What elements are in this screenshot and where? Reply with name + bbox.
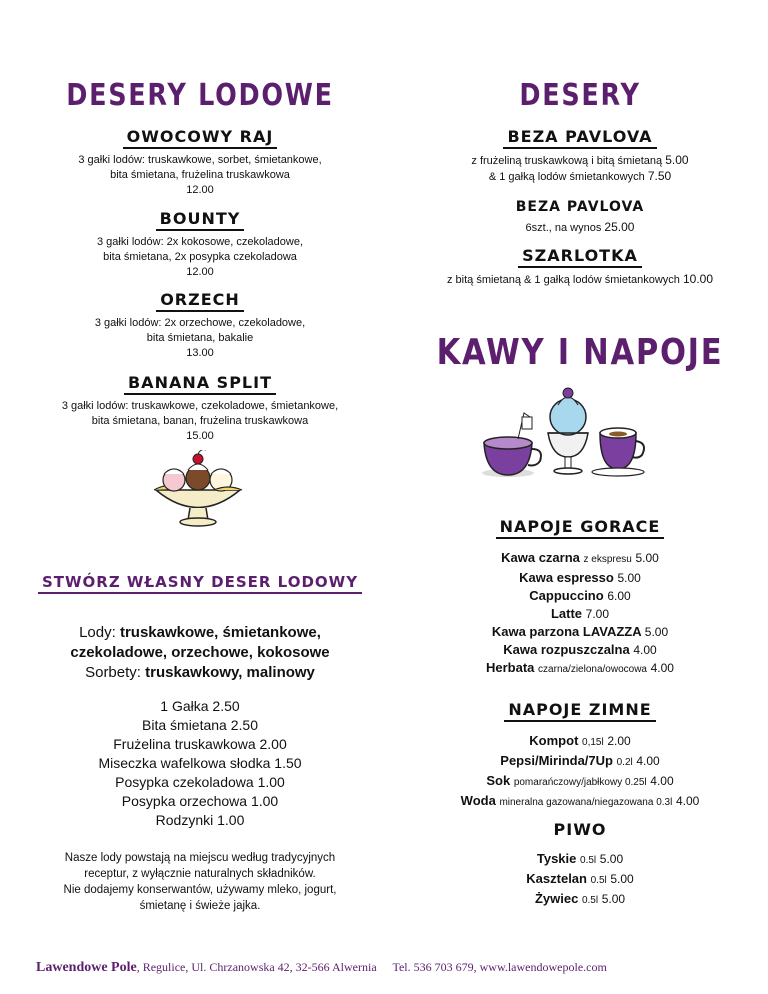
sorbety-line (30, 663, 370, 683)
item-line-2 (400, 169, 760, 185)
item-price: 12.00 (186, 184, 214, 196)
item-desc-2: bita śmietana, bakalie (146, 332, 254, 344)
cold-drinks-title: NAPOJE ZIMNE (504, 700, 655, 722)
beer (400, 820, 760, 910)
extra-item: 1 Gałka 2.50 (160, 698, 240, 714)
lody-label: Lody: (79, 624, 120, 641)
extra-item: Posypka czekoladowa 1.00 (115, 774, 285, 790)
drink-price: 4.00 (636, 754, 660, 768)
drink-price: 7.00 (585, 607, 610, 621)
extra-item: Posypka orzechowa 1.00 (121, 793, 279, 809)
drinks-title-wrap (400, 332, 760, 373)
left-title-wrap (30, 78, 370, 113)
item-desc: & 1 gałką lodów śmietankowych (488, 171, 645, 183)
item-desc: z bitą śmietaną & 1 gałką lodów śmietankowych (446, 274, 680, 286)
drink-note: czarna/zielona/owocowa (538, 664, 647, 675)
note-line: śmietanę i świeże jajka. (139, 900, 261, 912)
note-line: Nasze lody powstają na miejscu według tradycyjnych (64, 852, 336, 864)
cold-drinks (400, 700, 760, 812)
item-price: 10.00 (682, 272, 714, 286)
drink-row (400, 772, 760, 792)
note-line: Nie dodajemy konserwantów, używamy mleko, jogurt, (63, 884, 337, 896)
own-dessert-flavours (30, 623, 370, 683)
sorbety-label: Sorbety: (85, 664, 146, 681)
footer-contact: Tel. 536 703 679, www.lawendowepole.com (392, 960, 607, 974)
extra-item: Miseczka wafelkowa słodka 1.50 (98, 755, 302, 771)
own-dessert-title: STWÓRZ WŁASNY DESER LODOWY (38, 573, 362, 594)
menu-item-szarlotka (400, 246, 760, 288)
item-desc-2: bita śmietana, frużelina truskawkowa (110, 169, 290, 181)
item-name: BEZA PAVLOVA (515, 199, 645, 215)
drink-name: Sok (486, 773, 511, 788)
drink-row (400, 623, 760, 641)
item-desc-2: bita śmietana, banan, frużelina truskawkowa (91, 415, 309, 427)
item-name: BANANA SPLIT (124, 373, 276, 395)
drink-name: Kawa czarna (501, 550, 580, 565)
drink-price: 5.00 (617, 571, 641, 585)
item-price: 5.00 (665, 153, 689, 167)
drink-price: 5.00 (601, 892, 626, 906)
drink-price: 4.00 (675, 794, 700, 808)
section-title-desery: DESERY (519, 78, 641, 113)
menu-item-banana-split (30, 373, 370, 444)
drink-price: 5.00 (635, 551, 659, 565)
drink-name: Pepsi/Mirinda/7Up (500, 753, 613, 768)
item-desc-1: 3 gałki lodów: truskawkowe, sorbet, śmietankowe, (78, 154, 322, 166)
item-name: OWOCOWY RAJ (123, 127, 278, 149)
note-line: receptur, z wyłącznie naturalnych składników. (84, 868, 316, 880)
drink-row (400, 641, 760, 659)
drink-name: Latte (550, 606, 583, 621)
drink-name: Kawa espresso (519, 570, 614, 585)
item-name: SZARLOTKA (518, 246, 642, 268)
drink-row (400, 732, 760, 752)
item-price: 15.00 (186, 430, 214, 442)
drink-price: 4.00 (650, 661, 674, 675)
drink-name: Żywiec (534, 891, 579, 906)
item-desc-2: bita śmietana, 2x posypka czekoladowa (103, 251, 297, 263)
drink-row (400, 587, 760, 605)
item-line-1 (400, 153, 760, 169)
footer-address: , Regulice, Ul. Chrzanowska 42, 32-566 Alwernia (136, 960, 377, 974)
drink-note: 0.2l (616, 757, 633, 768)
drink-row (400, 870, 760, 890)
drink-row (400, 792, 760, 812)
drink-note: 0.5l (590, 875, 607, 886)
drink-name: Kompot (529, 733, 579, 748)
drink-row (400, 659, 760, 679)
lody-line-2 (30, 643, 370, 663)
lody-values-2: czekoladowe, orzechowe, kokosowe (70, 644, 330, 661)
drink-note: 0.5l (581, 895, 599, 906)
drink-note: pomarańczowy/jabłkowy 0.25l (513, 777, 647, 788)
item-desc-1: 3 gałki lodów: truskawkowe, czekoladowe, śmietankowe, (61, 400, 339, 412)
drink-price: 5.00 (610, 872, 634, 886)
extras-list (30, 697, 370, 830)
item-price: 7.50 (647, 169, 672, 183)
drink-note: 0.5l (580, 855, 597, 866)
item-price: 25.00 (604, 220, 635, 234)
item-desc-1: 3 gałki lodów: 2x kokosowe, czekoladowe, (96, 236, 304, 248)
menu-item-beza-pavlova (400, 127, 760, 185)
item-line (400, 272, 760, 288)
drink-row (400, 850, 760, 870)
drink-note: 0,15l (582, 737, 604, 748)
item-name: BOUNTY (156, 209, 245, 231)
footer (36, 960, 607, 976)
footer-name: Lawendowe Pole (36, 960, 137, 975)
item-desc-1: 3 gałki lodów: 2x orzechowe, czekoladowe, (94, 317, 306, 329)
drink-row (400, 752, 760, 772)
item-desc: 6szt., na wynos (525, 222, 602, 234)
lody-line (30, 623, 370, 643)
drink-row (400, 605, 760, 623)
drink-name: Herbata (486, 660, 535, 675)
drink-note: z ekspresu (583, 554, 632, 565)
item-line (400, 220, 760, 236)
own-dessert-title-wrap (30, 573, 370, 594)
drink-price: 5.00 (644, 625, 669, 639)
beer-title: PIWO (553, 820, 607, 839)
hot-drinks (400, 517, 760, 679)
sorbety-values: truskawkowy, malinowy (145, 664, 315, 681)
item-name: BEZA PAVLOVA (503, 127, 656, 149)
lody-values: truskawkowe, śmietankowe, (119, 624, 321, 641)
extra-item: Rodzynki 1.00 (155, 812, 245, 828)
right-title-wrap (410, 78, 750, 113)
drinks-illustration (478, 383, 648, 481)
item-desc: z frużeliną truskawkową i bitą śmietaną (471, 155, 663, 167)
drink-row (400, 569, 760, 587)
menu-item-owocowy-raj (30, 127, 370, 198)
drink-price: 4.00 (650, 774, 674, 788)
drink-name: Kawa rozpuszczalna (503, 642, 630, 657)
drink-price: 4.00 (633, 643, 657, 657)
extra-item: Frużelina truskawkowa 2.00 (113, 736, 287, 752)
menu-item-bounty (30, 209, 370, 280)
drink-price: 2.00 (607, 734, 631, 748)
drink-price: 5.00 (599, 852, 624, 866)
item-name: ORZECH (156, 290, 244, 312)
drink-name: Tyskie (536, 851, 577, 866)
item-price: 12.00 (186, 266, 214, 278)
drink-name: Kasztelan (526, 871, 587, 886)
menu-item-beza-pavlova-takeaway (400, 198, 760, 236)
drink-name: Kawa parzona LAVAZZA (491, 624, 642, 639)
section-title-desery-lodowe: DESERY LODOWE (66, 78, 334, 113)
extra-item: Bita śmietana 2.50 (142, 717, 258, 733)
drink-note: mineralna gazowana/niegazowana 0.3l (499, 797, 673, 808)
drink-price: 6.00 (607, 589, 631, 603)
drink-name: Woda (460, 793, 496, 808)
banana-split-illustration (148, 450, 248, 530)
drink-name: Cappuccino (529, 588, 604, 603)
drink-row (400, 549, 760, 569)
item-price: 13.00 (186, 347, 214, 359)
drink-row (400, 890, 760, 910)
ice-cream-note (30, 850, 370, 914)
hot-drinks-title: NAPOJE GORACE (496, 517, 665, 539)
menu-item-orzech (30, 290, 370, 361)
section-title-kawy-i-napoje: KAWY I NAPOJE (436, 332, 724, 373)
